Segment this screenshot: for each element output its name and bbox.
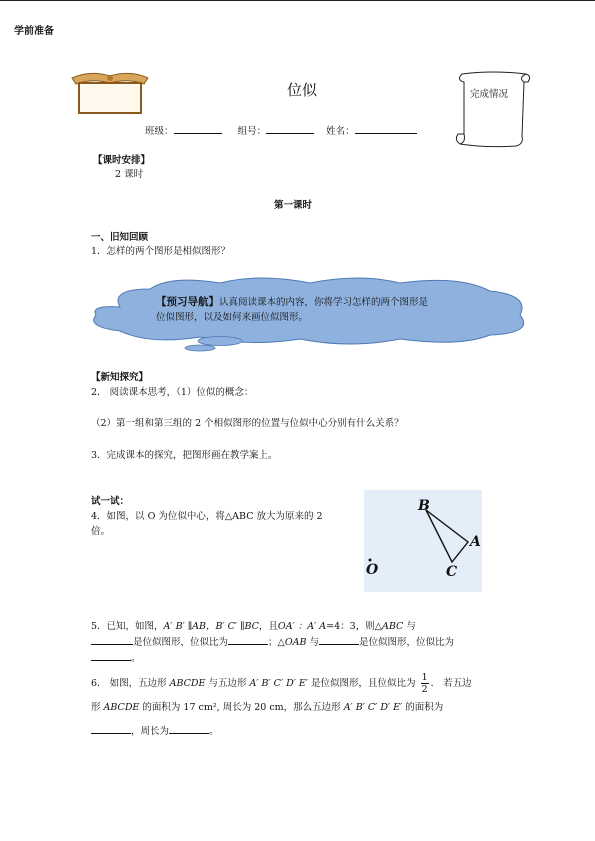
completion-scroll-icon	[452, 68, 534, 150]
cloud-text-1: 认真阅读课本的内容，你将学习怎样的两个图形是	[219, 297, 429, 308]
question-5-line-3	[91, 650, 141, 664]
name-label: 姓名：	[326, 126, 355, 137]
q5-text-6: ；△	[268, 637, 285, 648]
review-heading: 一、旧知回顾	[91, 232, 149, 243]
question-4-line-1: 4．如图，以 O 为位似中心，将△ABC 放大为原来的 2	[91, 511, 323, 522]
badge-label: 学前准备	[14, 26, 54, 37]
badge-decoration	[70, 70, 150, 120]
question-6-line-3	[91, 723, 219, 737]
q5-blank-3[interactable]	[319, 635, 359, 645]
q5-text-7: 与	[306, 637, 319, 648]
q5-math-1: A′ B′ ∥AB，B′ C′ ∥BC	[163, 621, 259, 632]
triangle-abc	[426, 510, 468, 562]
label-c: C	[446, 564, 458, 580]
q6-math-3: ABCDE	[103, 702, 140, 713]
lesson-title: 第一课时	[274, 200, 313, 211]
schedule-value: 2 课时	[115, 169, 144, 180]
q6-blank-1[interactable]	[91, 724, 131, 734]
q6-blank-2[interactable]	[169, 724, 209, 734]
question-3: 3．完成课本的探究，把图形画在教学案上。	[91, 450, 278, 461]
q5-blank-1[interactable]	[91, 635, 133, 645]
try-heading: 试一试：	[91, 496, 130, 507]
group-blank[interactable]	[266, 124, 314, 134]
q5-text-2: ，且	[258, 621, 278, 632]
class-label: 班级：	[145, 126, 174, 137]
page-title: 位似	[287, 81, 318, 99]
q6-math-2: A′ B′ C′ D′ E′	[249, 678, 309, 689]
q5-math-3: ABC	[382, 621, 404, 632]
triangle-figure	[364, 490, 482, 592]
badge-frame	[78, 82, 142, 114]
explore-heading: 【新知探究】	[91, 372, 149, 383]
schedule-heading: 【课时安排】	[93, 155, 151, 166]
cloud-line-2: 位似图形，以及如何来画位似图形。	[156, 312, 309, 323]
q6-text-3: 是位似图形，且位似比为	[308, 678, 416, 689]
q5-blank-2[interactable]	[228, 635, 268, 645]
label-o: O	[366, 562, 379, 578]
q6-text-2: 与五边形	[205, 678, 250, 689]
q5-text-8: 是位似图形，位似比为	[359, 637, 455, 648]
q6-text-9: 。	[209, 726, 219, 737]
question-6-line-2	[91, 699, 443, 713]
q6-text-6: 的面积为 17 cm², 周长为 20 cm，那么五边形	[139, 702, 344, 713]
question-4-line-2: 倍。	[91, 526, 111, 537]
cloud-shape	[80, 275, 540, 355]
fraction-numerator: 1	[421, 672, 428, 683]
class-blank[interactable]	[174, 124, 222, 134]
question-2: 2． 阅读课本思考，（1）位似的概念：	[91, 387, 254, 398]
top-rule	[0, 0, 595, 1]
question-6-line-1	[91, 672, 472, 695]
question-5-line-2	[91, 634, 454, 648]
label-a: A	[470, 534, 481, 550]
q6-text-8: ，周长为	[131, 726, 170, 737]
q5-text-4: 与	[403, 621, 416, 632]
label-b: B	[418, 498, 430, 514]
q6-math-1: ABCDE	[169, 678, 206, 689]
q6-math-4: A′ B′ C′ D′ E′	[343, 702, 403, 713]
q5-math-2: OA′ ：A′ A	[277, 621, 327, 632]
fraction	[421, 672, 429, 695]
q5-blank-4[interactable]	[91, 651, 131, 661]
fraction-denominator: 2	[421, 684, 428, 695]
q6-text-7: 的面积为	[402, 702, 444, 713]
cloud-line-1	[156, 294, 428, 309]
cloud-tag: 【预习导航】	[156, 296, 219, 308]
q6-text-5: 形	[91, 702, 104, 713]
q5-text-9: 。	[131, 653, 141, 664]
group-label: 组号：	[237, 126, 267, 137]
q5-text-3: =4：3，则△	[326, 621, 382, 632]
question-2b: （2）第一组和第三组的 2 个相似图形的位置与位似中心分别有什么关系？	[91, 418, 404, 429]
question-1: 1．怎样的两个图形是相似图形？	[91, 246, 231, 257]
completion-label: 完成情况	[470, 89, 509, 100]
q5-text-5: 是位似图形，位似比为	[133, 637, 229, 648]
question-5-line-1	[91, 618, 416, 632]
q5-math-4: OAB	[284, 637, 307, 648]
q6-text-4: ． 若五边	[430, 678, 472, 689]
q6-text-1: 6． 如图，五边形	[91, 678, 170, 689]
student-info-row	[145, 123, 417, 137]
q5-text-1: 5．已知，如图，	[91, 621, 164, 632]
name-blank[interactable]	[355, 124, 417, 134]
